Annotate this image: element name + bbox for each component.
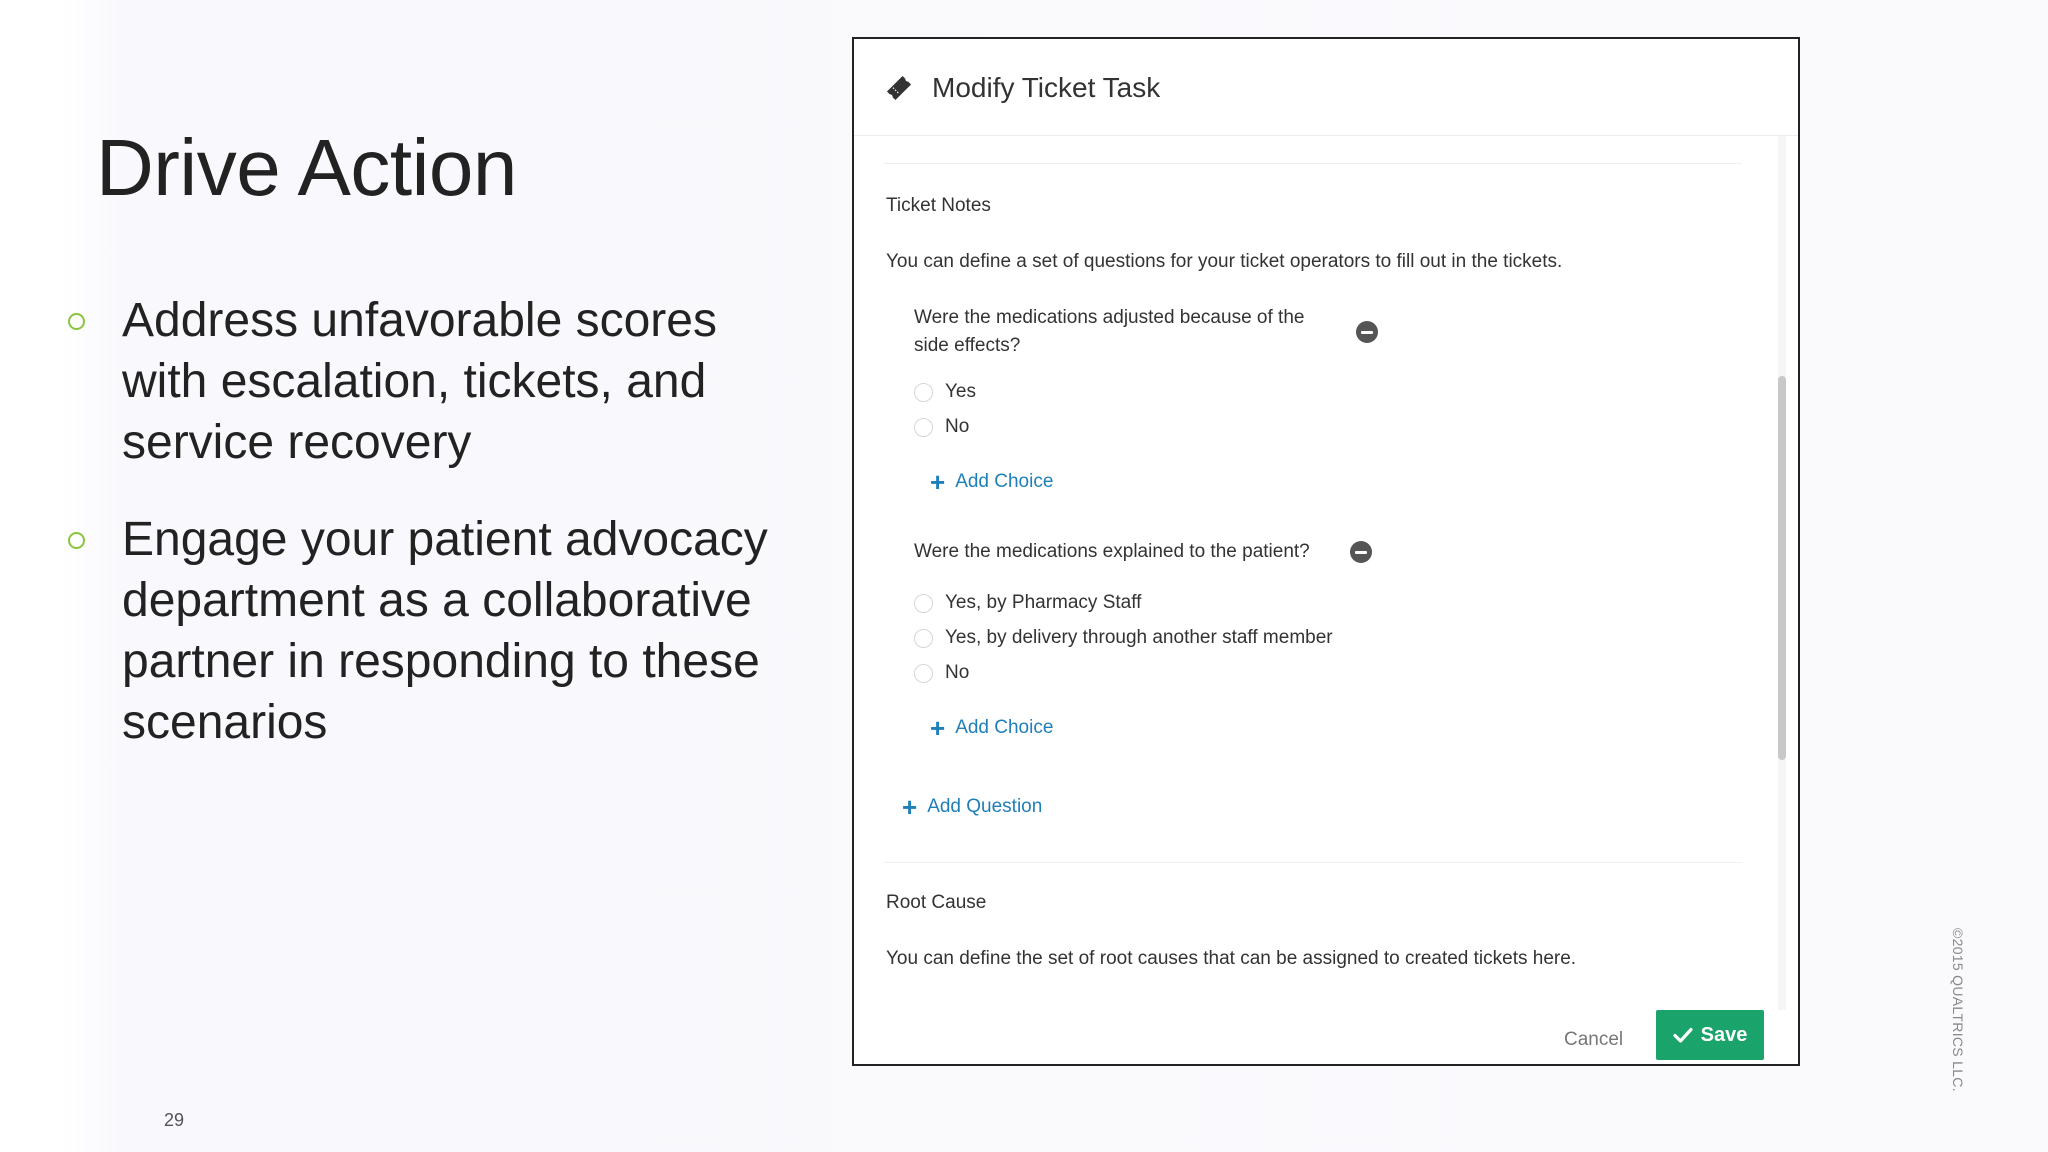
remove-question-2-icon[interactable] xyxy=(1350,541,1372,563)
checkmark-icon xyxy=(1673,1027,1693,1043)
choice-label: Yes xyxy=(945,381,976,402)
question-2-choice[interactable] xyxy=(914,591,1141,615)
question-2-line-1: Were the medications explained to the patient? xyxy=(914,541,1310,562)
remove-question-1-icon[interactable] xyxy=(1356,321,1378,343)
bullet-item xyxy=(60,290,780,473)
ticket-icon xyxy=(884,73,914,103)
slide-title: Drive Action xyxy=(96,123,517,212)
save-button[interactable] xyxy=(1656,1010,1764,1060)
section-divider xyxy=(884,862,1742,863)
scrollbar-track[interactable] xyxy=(1778,136,1786,1010)
question-1-choice[interactable] xyxy=(914,380,976,404)
question-1-line-2: side effects? xyxy=(914,335,1021,356)
question-2-choice[interactable] xyxy=(914,626,1333,650)
root-cause-label: Root Cause xyxy=(886,892,987,913)
bullet-list xyxy=(60,290,780,789)
save-label: Save xyxy=(1700,1023,1748,1046)
add-question-label: Add Question xyxy=(927,796,1043,817)
radio-button[interactable] xyxy=(914,418,933,437)
radio-button[interactable] xyxy=(914,383,933,402)
plus-icon: + xyxy=(930,713,946,743)
question-2-choice[interactable] xyxy=(914,661,969,685)
add-choice-label: Add Choice xyxy=(955,717,1054,738)
root-cause-description: You can define the set of root causes that can be assigned to created tickets here. xyxy=(886,948,1577,969)
bullet-circle-icon xyxy=(68,313,85,330)
bullet-text: Engage your patient advocacy department as a collaborative partner in responding to these scenarios xyxy=(122,513,768,749)
radio-button[interactable] xyxy=(914,664,933,683)
plus-icon: + xyxy=(902,792,918,822)
add-choice-button[interactable] xyxy=(930,469,1053,495)
bullet-item xyxy=(60,509,780,753)
choice-label: Yes, by delivery through another staff member xyxy=(945,627,1333,648)
section-divider xyxy=(884,163,1742,164)
scrollbar-thumb[interactable] xyxy=(1778,376,1786,760)
cancel-button[interactable]: Cancel xyxy=(1564,1029,1624,1050)
plus-icon: + xyxy=(930,467,946,497)
dialog-title: Modify Ticket Task xyxy=(932,72,1161,103)
add-question-button[interactable] xyxy=(902,794,1042,820)
dialog-footer xyxy=(854,1010,1798,1066)
radio-button[interactable] xyxy=(914,594,933,613)
add-choice-label: Add Choice xyxy=(955,471,1054,492)
copyright-notice: ©2015 QUALTRICS LLC. xyxy=(1950,928,1966,1092)
slide-left-margin xyxy=(0,0,62,1152)
choice-label: No xyxy=(945,416,970,437)
radio-button[interactable] xyxy=(914,629,933,648)
question-2-text[interactable] xyxy=(914,538,1310,566)
choice-label: Yes, by Pharmacy Staff xyxy=(945,592,1142,613)
question-1-choice[interactable] xyxy=(914,415,969,439)
page-number: 29 xyxy=(164,1110,185,1130)
ticket-notes-label: Ticket Notes xyxy=(886,195,991,216)
question-1-line-1: Were the medications adjusted because of the xyxy=(914,307,1305,328)
dialog-body[interactable] xyxy=(854,136,1798,1010)
add-choice-button[interactable] xyxy=(930,715,1053,741)
bullet-circle-icon xyxy=(68,532,85,549)
question-1-text[interactable] xyxy=(914,304,1304,360)
modify-ticket-task-dialog xyxy=(852,37,1800,1066)
bullet-text: Address unfavorable scores with escalation, tickets, and service recovery xyxy=(122,294,717,469)
ticket-notes-description: You can define a set of questions for your ticket operators to fill out in the tickets. xyxy=(886,251,1563,272)
dialog-header xyxy=(854,39,1798,136)
choice-label: No xyxy=(945,662,970,683)
